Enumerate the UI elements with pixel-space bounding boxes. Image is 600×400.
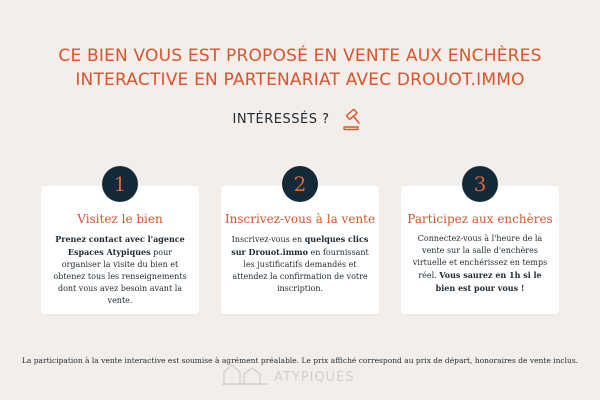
- watermark-text: ATYPIQUES: [274, 370, 355, 385]
- step-number-2: 2: [282, 166, 318, 202]
- interest-row: [0, 106, 600, 132]
- step-text-1: [49, 233, 191, 307]
- step-text-segment: Vous saurez en 1h si le bien est pour vous !: [435, 270, 542, 293]
- step-title-3: Participez aux enchères: [407, 212, 553, 226]
- step-title-2: Inscrivez-vous à la vente: [224, 212, 376, 226]
- headline: [0, 44, 600, 92]
- step-number-3: 3: [462, 166, 498, 202]
- headline-line-2: INTERACTIVE EN PARTENARIAT AVEC DROUOT.IMMO: [75, 70, 525, 90]
- step-card-2: [221, 186, 379, 314]
- step-text-segment: Connectez-vous à l'heure de la vente sur la salle d'enchères virtuelle et enchérissez en temps réel.: [412, 234, 548, 280]
- step-number-1: 1: [102, 166, 138, 202]
- step-text-segment: Inscrivez-vous en: [231, 235, 305, 244]
- step-text-3: [409, 233, 551, 295]
- step-card-1: [41, 186, 199, 314]
- gavel-icon: [341, 106, 367, 132]
- step-card-3: [401, 186, 559, 314]
- footer-disclaimer: La participation à la vente interactive est soumise à agrément préalable. Le prix affiché correspond au prix de départ, honoraires de vente inclus.: [21, 356, 579, 365]
- step-text-segment: quelques clics sur Drouot.immo: [231, 234, 369, 257]
- step-text-2: [229, 233, 371, 295]
- step-text-segment: pour organiser la visite du bien et obtenez tous les renseignements dont vous avez besoin avant la vente.: [53, 248, 187, 305]
- interest-label: INTÉRESSÉS ?: [232, 111, 330, 127]
- step-text-segment: Prenez contact avec l'agence Espaces Atypiques: [55, 234, 185, 257]
- step-title-1: Visitez le bien: [77, 212, 163, 226]
- step-text-segment: en fournissant les justificatifs demandés et attendez la confirmation de votre inscription.: [232, 248, 369, 293]
- headline-line-1: CE BIEN VOUS EST PROPOSÉ EN VENTE AUX ENCHÈRES: [58, 46, 542, 66]
